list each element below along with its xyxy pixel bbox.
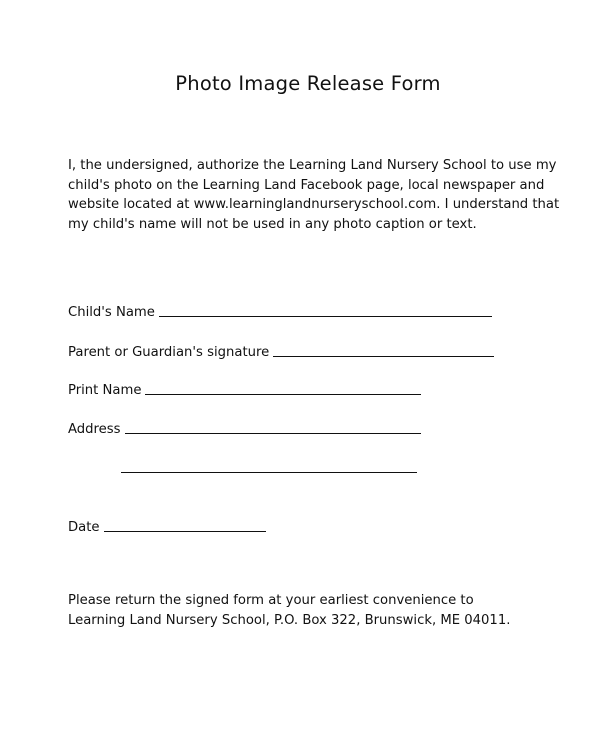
- address-label: Address: [68, 422, 121, 437]
- date-field: [68, 515, 266, 535]
- guardian-signature-line[interactable]: [273, 355, 494, 357]
- footer-line: Please return the signed form at your earliest convenience to: [68, 593, 474, 608]
- address-line-1[interactable]: [125, 432, 421, 434]
- address-line-2[interactable]: [121, 471, 417, 473]
- form-title: Photo Image Release Form: [175, 72, 441, 95]
- print-name-field: [68, 378, 421, 398]
- intro-line: my child's name will not be used in any photo caption or text.: [68, 217, 477, 233]
- childs-name-field: [68, 300, 492, 320]
- print-name-label: Print Name: [68, 383, 142, 398]
- intro-paragraph: [68, 156, 558, 235]
- intro-line: child's photo on the Learning Land Facebook page, local newspaper and: [68, 177, 545, 193]
- date-line[interactable]: [104, 530, 266, 532]
- guardian-signature-field: [68, 340, 494, 360]
- address-field: [68, 417, 421, 437]
- childs-name-label: Child's Name: [68, 305, 155, 320]
- childs-name-line[interactable]: [159, 315, 492, 317]
- intro-line: I, the undersigned, authorize the Learning Land Nursery School to use my: [68, 158, 557, 173]
- intro-line: website located at www.learninglandnurseryschool.com. I understand that: [68, 197, 560, 213]
- print-name-line[interactable]: [145, 393, 421, 395]
- date-label: Date: [68, 520, 100, 535]
- return-instructions: [68, 591, 558, 630]
- footer-line: Learning Land Nursery School, P.O. Box 322, Brunswick, ME 04011.: [68, 612, 511, 628]
- guardian-signature-label: Parent or Guardian's signature: [68, 345, 270, 360]
